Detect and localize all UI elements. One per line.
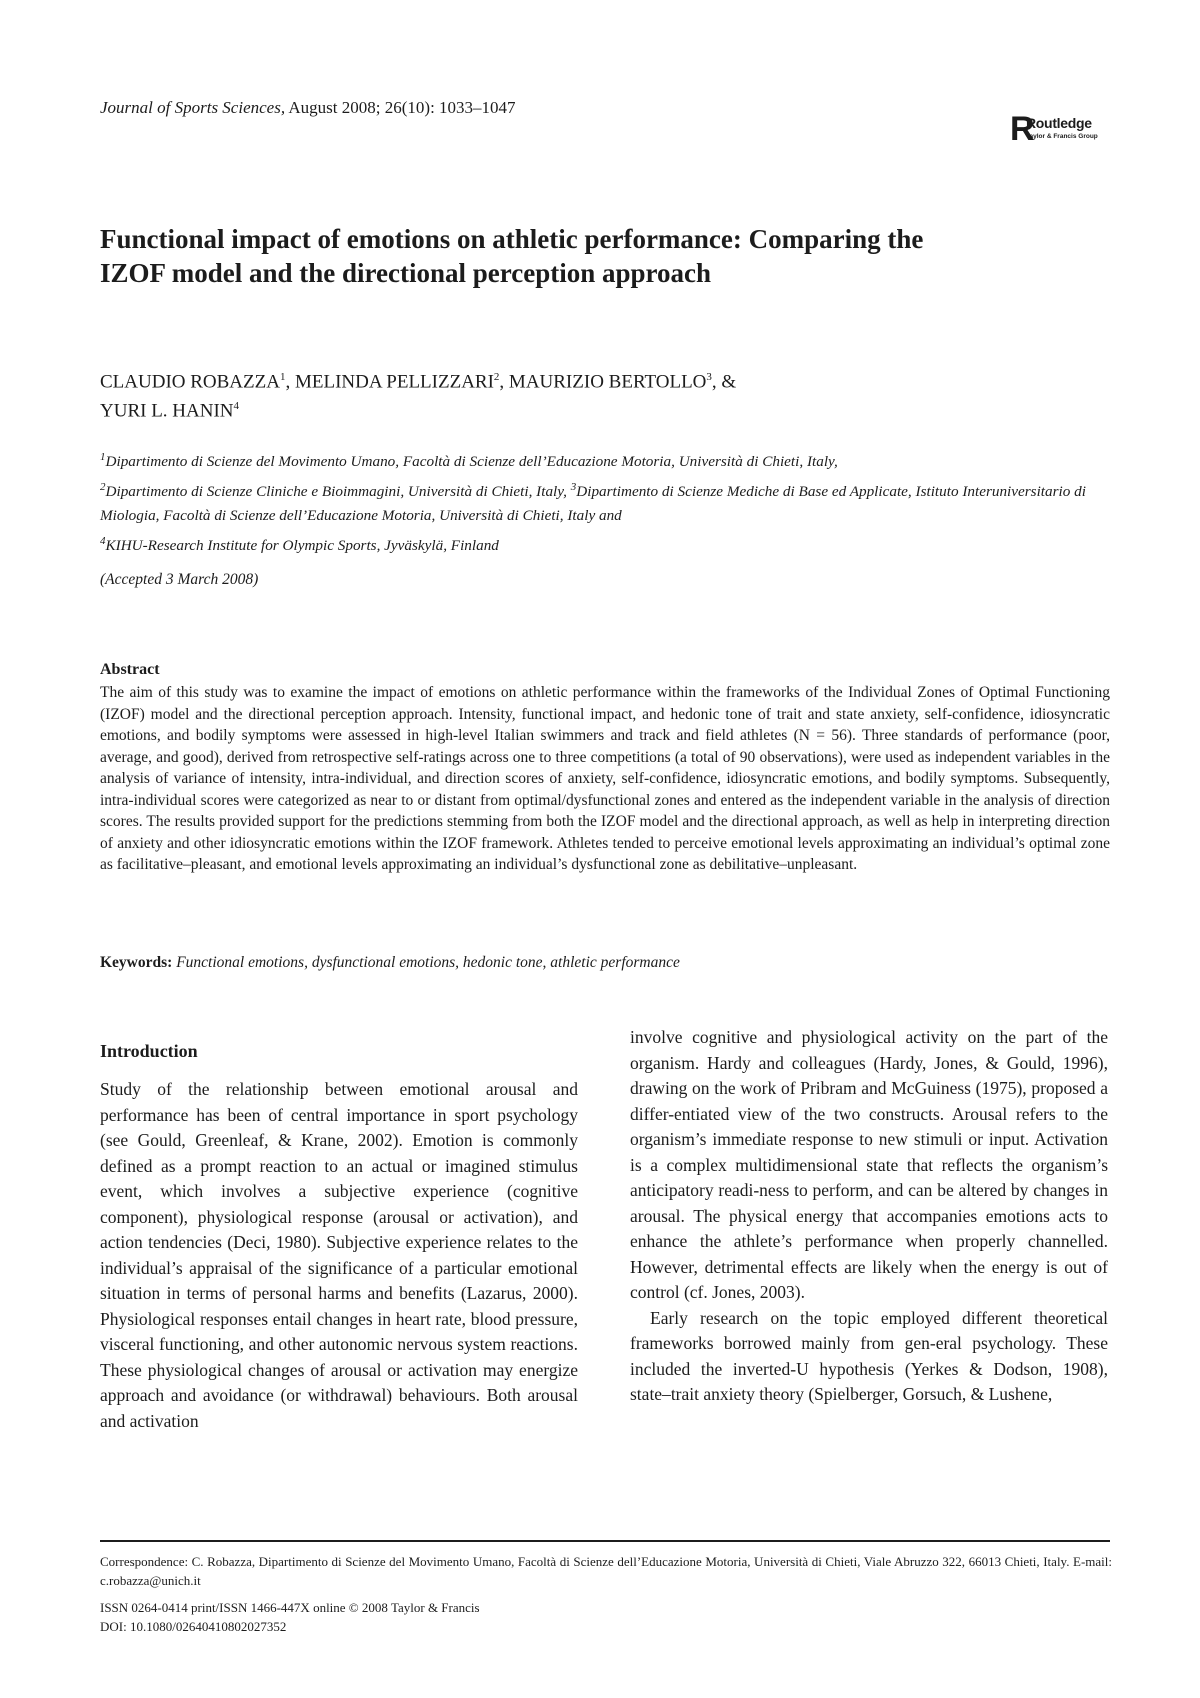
keywords (100, 954, 680, 972)
correspondence-note: Correspondence: C. Robazza, Dipartimento di Scienze del Movimento Umano, Facoltà di Scienze dell’Educazione Motoria, Università di Chieti, Viale Abruzzo 322, 66013 Chieti, Italy. E-mail: c.robazza@unich.it (100, 1554, 1112, 1588)
affiliations (100, 445, 1112, 558)
publisher-group: Taylor & Francis Group (1026, 133, 1098, 140)
affiliation-text: Dipartimento di Scienze Cliniche e Bioimmagini, Università di Chieti, Italy, (105, 482, 571, 500)
introduction-heading: Introduction (100, 1041, 198, 1061)
title-line-1: Functional impact of emotions on athletic performance: Comparing the (100, 224, 924, 254)
author-affil-marker: 4 (233, 400, 240, 413)
author-affil-marker: 1 (279, 371, 286, 383)
affiliation-text: Dipartimento di Scienze del Movimento Umano, Facoltà di Scienze dell’Educazione Motoria, Università di Chieti, Italy, (105, 453, 838, 471)
issn-line: ISSN 0264-0414 print/ISSN 1466-447X online © 2008 Taylor & Francis (100, 1600, 480, 1615)
doi-line: DOI: 10.1080/02640410802027352 (100, 1619, 287, 1634)
author-name: CLAUDIO ROBAZZA (100, 371, 280, 393)
keywords-label: Keywords: (100, 954, 173, 971)
affil-marker: 4 (100, 534, 106, 547)
routledge-mark-icon: R (1010, 110, 1033, 148)
affil-marker: 3 (570, 480, 577, 493)
body-column-right (630, 1025, 1108, 1408)
author-affil-marker: 3 (706, 371, 712, 383)
journal-name: Journal of Sports Sciences, (100, 98, 286, 117)
author-name: MELINDA PELLIZZARI (294, 371, 494, 393)
author-separator: , & (711, 371, 737, 393)
body-column-left (100, 1077, 578, 1434)
author-list (100, 365, 1110, 424)
author-affil-marker: 2 (493, 371, 500, 383)
article-title (100, 222, 1110, 290)
affil-marker: 2 (100, 480, 106, 493)
author-separator: , (499, 371, 509, 393)
body-paragraph: Early research on the topic employed different theoretical frameworks borrowed mainly from gen-eral psychology. These included the inverted-U hypothesis (Yerkes & Dodson, 1908), state–trait anxiety theory (Spielberger, Gorsuch, & Lushene, (630, 1307, 1108, 1404)
affiliation-text: KIHU-Research Institute for Olympic Sports, Jyväskylä, Finland (105, 536, 499, 554)
body-paragraph: involve cognitive and physiological activity on the part of the organism. Hardy and colleagues (Hardy, Jones, & Gould, 1996), drawing on the work of Pribram and McGuiness (1975), proposed a differ-entiated view of the two constructs. Arousal refers to the organism’s immediate response to new stimuli or input. Activation is a complex multidimensional state that reflects the organism’s anticipatory readi-ness to perform, and can be altered by changes in arousal. The physical energy that accompanies emotions acts to enhance the athlete’s performance when properly channelled. However, detrimental effects are likely when the energy is out of control (cf. Jones, 2003). (630, 1027, 1108, 1302)
author-separator: , (285, 371, 295, 393)
footnote-divider (100, 1540, 1110, 1542)
abstract-text: The aim of this study was to examine the impact of emotions on athletic performance within the frameworks of the Individual Zones of Optimal Functioning (IZOF) model and the directional perception approach. Intensity, functional impact, and hedonic tone of trait and state anxiety, self-confidence, idiosyncratic emotions, and bodily symptoms were assessed in high-level Italian swimmers and track and field athletes (N = 56). Three standards of performance (poor, average, and good), derived from retrospective self-ratings across one to three competitions (a total of 90 observations), were used as independent variables in the analysis of variance of intensity, intra-individual, and direction scores of anxiety, self-confidence, idiosyncratic emotions, and bodily symptoms. Subsequently, intra-individual scores were categorized as near to or distant from optimal/dysfunctional zones and entered as the independent variable in the analysis of direction scores. The results provided support for the predictions stemming from both the IZOF model and the directional approach, as well as help in interpreting direction of anxiety and other idiosyncratic emotions within the IZOF framework. Athletes tended to perceive emotional levels approximating an individual’s optimal zone as facilitative–pleasant, and emotional levels approximating an individual’s dysfunctional zone as debilitative–unpleasant. (100, 684, 1110, 873)
publisher-name: Routledge (1026, 115, 1092, 131)
journal-issue: August 2008; 26(10): 1033–1047 (285, 98, 516, 117)
body-paragraph: Study of the relationship between emotional arousal and performance has been of central importance in sport psychology (see Gould, Greenleaf, & Krane, 2002). Emotion is commonly defined as a prompt reaction to an actual or imagined stimulus event, which involves a subjective experience (cognitive component), physiological response (arousal or activation), and action tendencies (Deci, 1980). Subjective experience relates to the individual’s appraisal of the significance of a particular emotional situation in terms of personal harms and benefits (Lazarus, 2000). Physiological responses entail changes in heart rate, blood pressure, visceral functioning, and other autonomic nervous system reactions. These physiological changes of arousal or activation may energize approach and avoidance (or withdrawal) behaviours. Both arousal and activation (100, 1079, 578, 1431)
running-header (100, 98, 516, 118)
author-name: YURI L. HANIN (100, 400, 234, 422)
abstract-heading: Abstract (100, 661, 160, 678)
publisher-logo (1010, 112, 1110, 148)
author-name: MAURIZIO BERTOLLO (508, 371, 707, 393)
affiliation-text: Dipartimento di Scienze Mediche di Base ed Applicate, Istituto Interuniversitario di Miologia, Facoltà di Scienze dell’Educazione Motoria, Università di Chieti, Italy and (100, 482, 1086, 525)
title-line-2: IZOF model and the directional perception approach (100, 258, 712, 288)
accepted-date: (Accepted 3 March 2008) (100, 571, 259, 588)
affil-marker: 1 (100, 451, 106, 463)
keywords-text: Functional emotions, dysfunctional emotions, hedonic tone, athletic performance (176, 954, 680, 971)
